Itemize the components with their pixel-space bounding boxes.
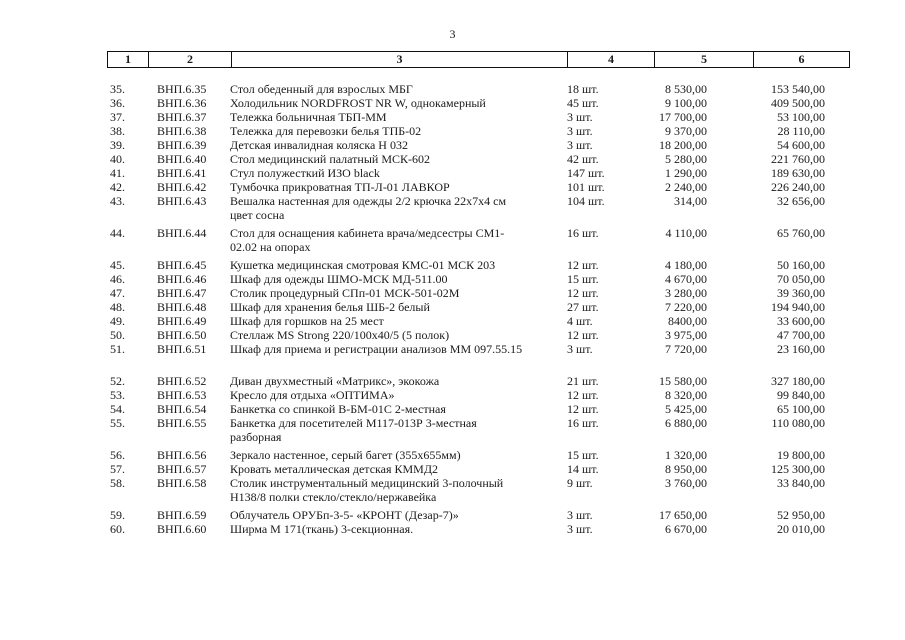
table-row	[0, 328, 905, 342]
item-total: 50 160,00	[777, 258, 825, 272]
item-name: Стол обеденный для взрослых МБГ	[230, 82, 413, 96]
column-header-table	[107, 51, 850, 68]
item-code: ВНП.6.56	[157, 448, 207, 462]
item-quantity: 27 шт.	[567, 300, 599, 314]
item-number: 42.	[110, 180, 125, 194]
item-price: 3 975,00	[665, 328, 707, 342]
item-number: 49.	[110, 314, 125, 328]
table-row	[0, 314, 905, 328]
item-total: 33 840,00	[777, 476, 825, 490]
item-number: 54.	[110, 402, 125, 416]
item-total: 65 760,00	[777, 226, 825, 240]
item-quantity: 45 шт.	[567, 96, 599, 110]
item-total: 28 110,00	[777, 124, 825, 138]
table-row	[0, 402, 905, 416]
item-name: Облучатель ОРУБп-3-5- «КРОНТ (Дезар-7)»	[230, 508, 459, 522]
item-name: Ширма М 171(ткань) 3-секционная.	[230, 522, 414, 536]
table-row	[0, 96, 905, 110]
item-quantity: 12 шт.	[567, 328, 599, 342]
item-code: ВНП.6.55	[157, 416, 207, 430]
column-header-6: 6	[754, 52, 850, 68]
item-quantity: 18 шт.	[567, 82, 599, 96]
item-price: 3 760,00	[665, 476, 707, 490]
item-code: ВНП.6.57	[157, 462, 207, 476]
item-number: 41.	[110, 166, 125, 180]
item-quantity: 3 шт.	[567, 342, 593, 356]
item-code: ВНП.6.37	[157, 110, 207, 124]
table-row	[0, 476, 905, 508]
item-code: ВНП.6.52	[157, 374, 207, 388]
item-code: ВНП.6.47	[157, 286, 207, 300]
table-row	[0, 226, 905, 258]
item-code: ВНП.6.49	[157, 314, 207, 328]
item-price: 3 280,00	[665, 286, 707, 300]
table-row	[0, 300, 905, 314]
item-number: 36.	[110, 96, 125, 110]
item-quantity: 3 шт.	[567, 124, 593, 138]
item-code: ВНП.6.60	[157, 522, 207, 536]
item-code: ВНП.6.53	[157, 388, 207, 402]
item-quantity: 15 шт.	[567, 272, 599, 286]
item-quantity: 12 шт.	[567, 286, 599, 300]
item-price: 8400,00	[668, 314, 707, 328]
item-code: ВНП.6.45	[157, 258, 207, 272]
item-quantity: 15 шт.	[567, 448, 599, 462]
item-code: ВНП.6.38	[157, 124, 207, 138]
item-number: 52.	[110, 374, 125, 388]
item-code: ВНП.6.51	[157, 342, 207, 356]
item-name: Тумбочка прикроватная ТП-Л-01 ЛАВКОР	[230, 180, 450, 194]
item-code: ВНП.6.39	[157, 138, 207, 152]
item-total: 221 760,00	[771, 152, 825, 166]
item-total: 327 180,00	[771, 374, 825, 388]
item-quantity: 12 шт.	[567, 402, 599, 416]
item-quantity: 104 шт.	[567, 194, 605, 208]
item-name: Вешалка настенная для одежды 2/2 крючка 22х7х4 см цвет сосна	[230, 194, 507, 222]
item-total: 194 940,00	[771, 300, 825, 314]
item-code: ВНП.6.46	[157, 272, 207, 286]
item-total: 70 050,00	[777, 272, 825, 286]
item-total: 189 630,00	[771, 166, 825, 180]
item-name: Стул полужесткий ИЗО black	[230, 166, 380, 180]
item-code: ВНП.6.40	[157, 152, 207, 166]
item-name: Стеллаж MS Strong 220/100х40/5 (5 полок)	[230, 328, 450, 342]
item-total: 226 240,00	[771, 180, 825, 194]
item-quantity: 147 шт.	[567, 166, 605, 180]
item-price: 17 650,00	[659, 508, 707, 522]
table-row	[0, 152, 905, 166]
item-name: Диван двухместный «Матрикс», экокожа	[230, 374, 440, 388]
column-header-row	[108, 52, 850, 68]
page-number: 3	[449, 27, 456, 41]
table-row	[0, 342, 905, 374]
item-name: Тележка больничная ТБП-ММ	[230, 110, 387, 124]
table-row	[0, 286, 905, 300]
item-number: 43.	[110, 194, 125, 208]
table-row	[0, 462, 905, 476]
item-price: 7 220,00	[665, 300, 707, 314]
table-row	[0, 416, 905, 448]
table-row	[0, 166, 905, 180]
item-code: ВНП.6.35	[157, 82, 207, 96]
item-name: Шкаф для одежды ШМО-МСК МД-511.00	[230, 272, 448, 286]
item-name: Холодильник NORDFROST NR W, однокамерный	[230, 96, 486, 110]
item-quantity: 12 шт.	[567, 388, 599, 402]
item-price: 6 670,00	[665, 522, 707, 536]
item-price: 314,00	[674, 194, 707, 208]
table-row	[0, 374, 905, 388]
item-code: ВНП.6.58	[157, 476, 207, 490]
items-list	[0, 82, 905, 536]
item-name: Стол для оснащения кабинета врача/медсестры СМ1-02.02 на опорах	[230, 226, 505, 254]
item-total: 125 300,00	[771, 462, 825, 476]
table-row	[0, 138, 905, 152]
item-total: 47 700,00	[777, 328, 825, 342]
item-number: 47.	[110, 286, 125, 300]
item-price: 7 720,00	[665, 342, 707, 356]
item-price: 8 530,00	[665, 82, 707, 96]
item-price: 1 290,00	[665, 166, 707, 180]
item-name: Банкетка со спинкой В-БМ-01С 2-местная	[230, 402, 446, 416]
item-number: 56.	[110, 448, 125, 462]
item-code: ВНП.6.50	[157, 328, 207, 342]
item-name: Шкаф для приема и регистрации анализов ММ 097.55.15	[230, 342, 523, 356]
item-code: ВНП.6.59	[157, 508, 207, 522]
item-name: Тележка для перевозки белья ТПБ-02	[230, 124, 422, 138]
item-price: 17 700,00	[659, 110, 707, 124]
item-name: Кушетка медицинская смотровая КМС-01 МСК 203	[230, 258, 496, 272]
item-number: 44.	[110, 226, 125, 240]
table-row	[0, 194, 905, 226]
item-quantity: 3 шт.	[567, 110, 593, 124]
table-row	[0, 522, 905, 536]
item-number: 37.	[110, 110, 125, 124]
item-name: Шкаф для горшков на 25 мест	[230, 314, 384, 328]
item-price: 8 320,00	[665, 388, 707, 402]
item-number: 59.	[110, 508, 125, 522]
item-quantity: 3 шт.	[567, 138, 593, 152]
item-name: Зеркало настенное, серый багет (355х655мм)	[230, 448, 461, 462]
item-code: ВНП.6.36	[157, 96, 207, 110]
item-number: 39.	[110, 138, 125, 152]
item-number: 48.	[110, 300, 125, 314]
table-row	[0, 82, 905, 96]
item-number: 38.	[110, 124, 125, 138]
column-header-3: 3	[232, 52, 568, 68]
item-quantity: 9 шт.	[567, 476, 593, 490]
table-row	[0, 124, 905, 138]
table-row	[0, 272, 905, 286]
item-price: 2 240,00	[665, 180, 707, 194]
item-total: 153 540,00	[771, 82, 825, 96]
item-name: Кровать металлическая детская КММД2	[230, 462, 439, 476]
item-quantity: 16 шт.	[567, 226, 599, 240]
item-total: 53 100,00	[777, 110, 825, 124]
item-price: 1 320,00	[665, 448, 707, 462]
item-number: 40.	[110, 152, 125, 166]
item-number: 58.	[110, 476, 125, 490]
item-price: 5 280,00	[665, 152, 707, 166]
table-row	[0, 508, 905, 522]
item-total: 52 950,00	[777, 508, 825, 522]
item-price: 4 110,00	[665, 226, 707, 240]
item-quantity: 101 шт.	[567, 180, 605, 194]
item-number: 53.	[110, 388, 125, 402]
item-quantity: 3 шт.	[567, 522, 593, 536]
item-code: ВНП.6.42	[157, 180, 207, 194]
item-name: Детская инвалидная коляска Н 032	[230, 138, 408, 152]
item-number: 50.	[110, 328, 125, 342]
item-total: 99 840,00	[777, 388, 825, 402]
item-price: 9 100,00	[665, 96, 707, 110]
column-header-5: 5	[655, 52, 754, 68]
item-name: Стол медицинский палатный МСК-602	[230, 152, 430, 166]
item-number: 60.	[110, 522, 125, 536]
item-price: 6 880,00	[665, 416, 707, 430]
item-quantity: 42 шт.	[567, 152, 599, 166]
item-total: 32 656,00	[777, 194, 825, 208]
item-total: 33 600,00	[777, 314, 825, 328]
item-quantity: 14 шт.	[567, 462, 599, 476]
item-code: ВНП.6.54	[157, 402, 207, 416]
item-quantity: 12 шт.	[567, 258, 599, 272]
item-total: 54 600,00	[777, 138, 825, 152]
table-row	[0, 110, 905, 124]
item-number: 35.	[110, 82, 125, 96]
item-total: 409 500,00	[771, 96, 825, 110]
item-name: Кресло для отдыха «ОПТИМА»	[230, 388, 395, 402]
item-quantity: 21 шт.	[567, 374, 599, 388]
table-row	[0, 258, 905, 272]
item-name: Столик процедурный СПп-01 МСК-501-02М	[230, 286, 460, 300]
item-code: ВНП.6.41	[157, 166, 207, 180]
item-name: Шкаф для хранения белья ШБ-2 белый	[230, 300, 430, 314]
item-price: 8 950,00	[665, 462, 707, 476]
item-price: 9 370,00	[665, 124, 707, 138]
item-total: 39 360,00	[777, 286, 825, 300]
item-total: 65 100,00	[777, 402, 825, 416]
table-row	[0, 388, 905, 402]
item-total: 23 160,00	[777, 342, 825, 356]
column-header-4: 4	[568, 52, 655, 68]
item-price: 4 670,00	[665, 272, 707, 286]
table-row	[0, 180, 905, 194]
item-price: 5 425,00	[665, 402, 707, 416]
item-number: 46.	[110, 272, 125, 286]
item-code: ВНП.6.43	[157, 194, 207, 208]
item-number: 51.	[110, 342, 125, 356]
column-header-1: 1	[108, 52, 149, 68]
item-quantity: 3 шт.	[567, 508, 593, 522]
item-total: 20 010,00	[777, 522, 825, 536]
item-price: 15 580,00	[659, 374, 707, 388]
item-price: 18 200,00	[659, 138, 707, 152]
item-total: 110 080,00	[771, 416, 825, 430]
table-row	[0, 448, 905, 462]
item-total: 19 800,00	[777, 448, 825, 462]
item-price: 4 180,00	[665, 258, 707, 272]
item-code: ВНП.6.48	[157, 300, 207, 314]
item-quantity: 16 шт.	[567, 416, 599, 430]
item-number: 45.	[110, 258, 125, 272]
column-header-2: 2	[149, 52, 232, 68]
item-name: Столик инструментальный медицинский 3-полочный Н138/8 полки стекло/стекло/нержавейка	[230, 476, 504, 504]
item-quantity: 4 шт.	[567, 314, 593, 328]
item-number: 55.	[110, 416, 125, 430]
item-code: ВНП.6.44	[157, 226, 207, 240]
item-number: 57.	[110, 462, 125, 476]
item-name: Банкетка для посетителей М117-013Р 3-местная разборная	[230, 416, 477, 444]
